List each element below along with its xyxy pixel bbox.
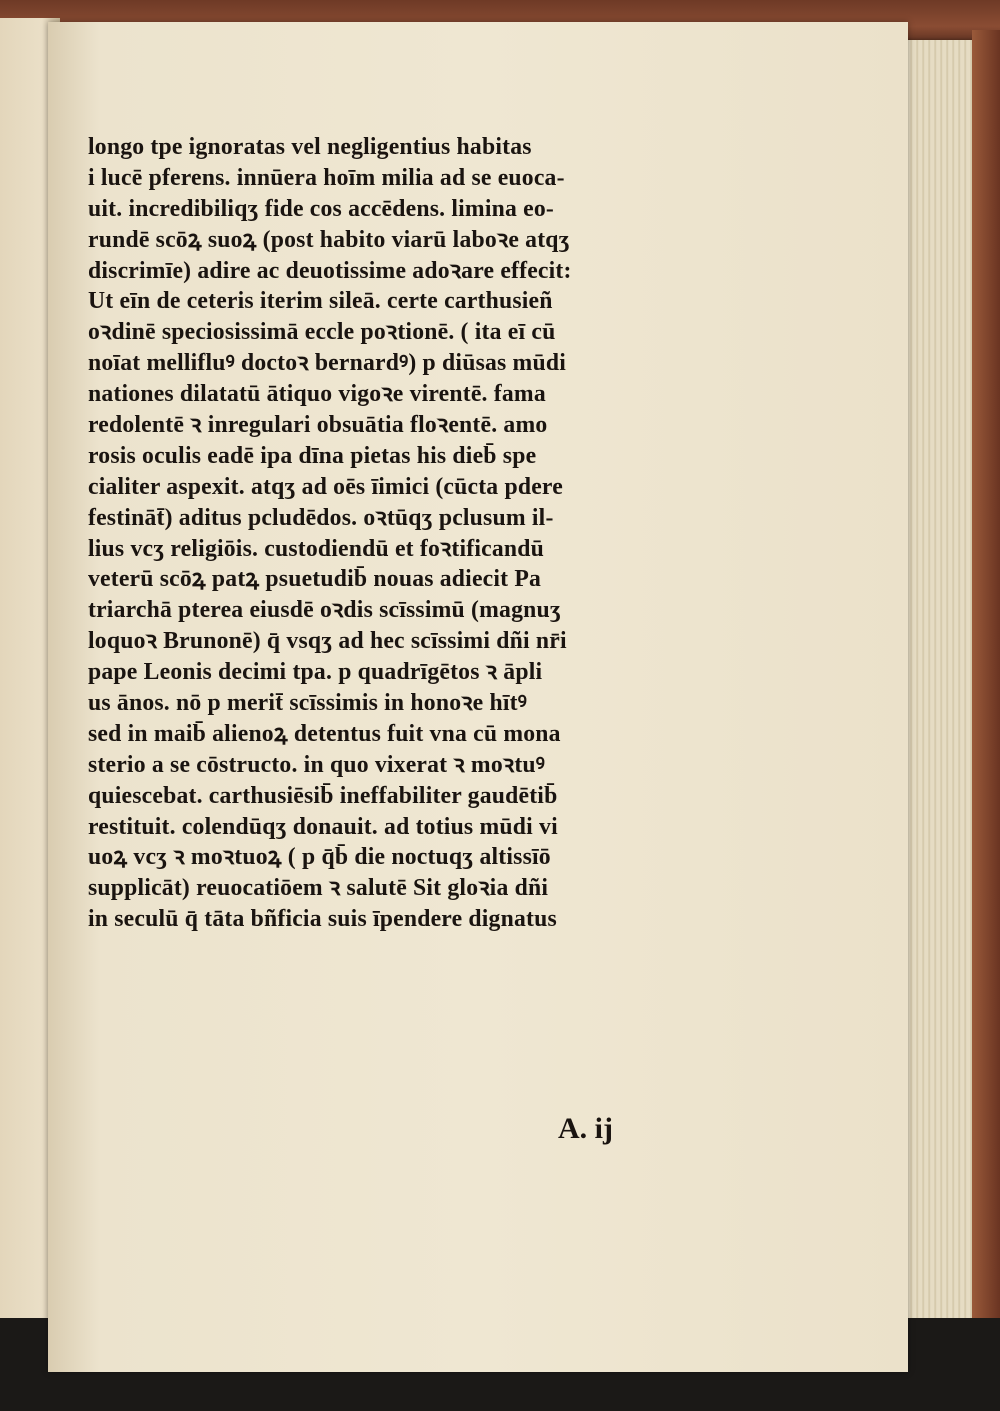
text-line: Ut eīn de ceteris iterim sileā. certe carthusieñ bbox=[88, 288, 553, 315]
text-line: sterio a se cōstructo. in quo vixerat ꝛ moꝛtuꝰ bbox=[88, 751, 546, 778]
text-line: cialiter aspexit. atqʒ ad oēs īimici (cūcta pdere bbox=[88, 473, 563, 500]
text-line: in seculū q̄ tāta bñficia suis īpendere dignatus bbox=[88, 906, 557, 933]
text-line: discrimīe) adire ac deuotissime adoꝛare effecit: bbox=[88, 257, 572, 284]
text-column bbox=[88, 132, 708, 935]
text-line: rundē scōꝝ suoꝝ (post habito viarū laboꝛe atqʒ bbox=[88, 226, 570, 253]
text-line: lius vcʒ religiōis. custodiendū et foꝛtificandū bbox=[88, 535, 545, 562]
text-line: nationes dilatatū ātiquo vigoꝛe virentē. fama bbox=[88, 381, 546, 408]
text-line: pape Leonis decimi tpa. p quadrīgētos ꝛ āpli bbox=[88, 659, 543, 686]
text-line: us ānos. nō p merit̄ scīssimis in honoꝛe hītꝰ bbox=[88, 690, 527, 717]
text-line: loquoꝛ Brunonē) q̄ vsqʒ ad hec scīssimi dñi nr̄i bbox=[88, 628, 567, 655]
text-line: uit. incredibiliqʒ fide cos accēdens. limina eo- bbox=[88, 195, 555, 222]
text-line: festināt̄) aditus pcludēdos. oꝛtūqʒ pclusum il- bbox=[88, 504, 554, 531]
text-line: triarchā pterea eiusdē oꝛdis scīssimū (magnuʒ bbox=[88, 597, 561, 624]
text-line: longo tpe ignoratas vel negligentius habitas bbox=[88, 134, 532, 160]
text-line: oꝛdinē speciosissimā eccle poꝛtionē. ( ita eī cū bbox=[88, 319, 556, 346]
text-line: redolentē ꝛ inregulari obsuātia floꝛentē. amo bbox=[88, 412, 548, 439]
text-line: i lucē pferens. innūera hoīm milia ad se euoca- bbox=[88, 164, 565, 191]
text-line: noīat mellifluꝰ doctoꝛ bernardꝰ) p diūsas mūdi bbox=[88, 350, 567, 377]
text-line: uoꝝ vcʒ ꝛ moꝛtuoꝝ ( p q̄b̄ die noctuqʒ altissīō bbox=[88, 844, 551, 871]
text-line: restituit. colendūqʒ donauit. ad totius mūdi vi bbox=[88, 813, 558, 840]
signature-mark: A. ij bbox=[558, 1112, 613, 1145]
binding-right bbox=[972, 30, 1000, 1411]
text-line: rosis oculis eadē ipa dīna pietas his dieb̄ spe bbox=[88, 442, 537, 469]
text-line: quiescebat. carthusiēsib̄ ineffabiliter gaudētib̄ bbox=[88, 782, 558, 809]
text-line: supplicāt) reuocatiōem ꝛ salutē Sit gloꝛia dñi bbox=[88, 875, 549, 902]
text-line: veterū scōꝝ patꝝ psuetudib̄ nouas adiecit Pa bbox=[88, 566, 542, 593]
text-line: sed in maib̄ alienoꝝ detentus fuit vna cū mona bbox=[88, 720, 561, 747]
